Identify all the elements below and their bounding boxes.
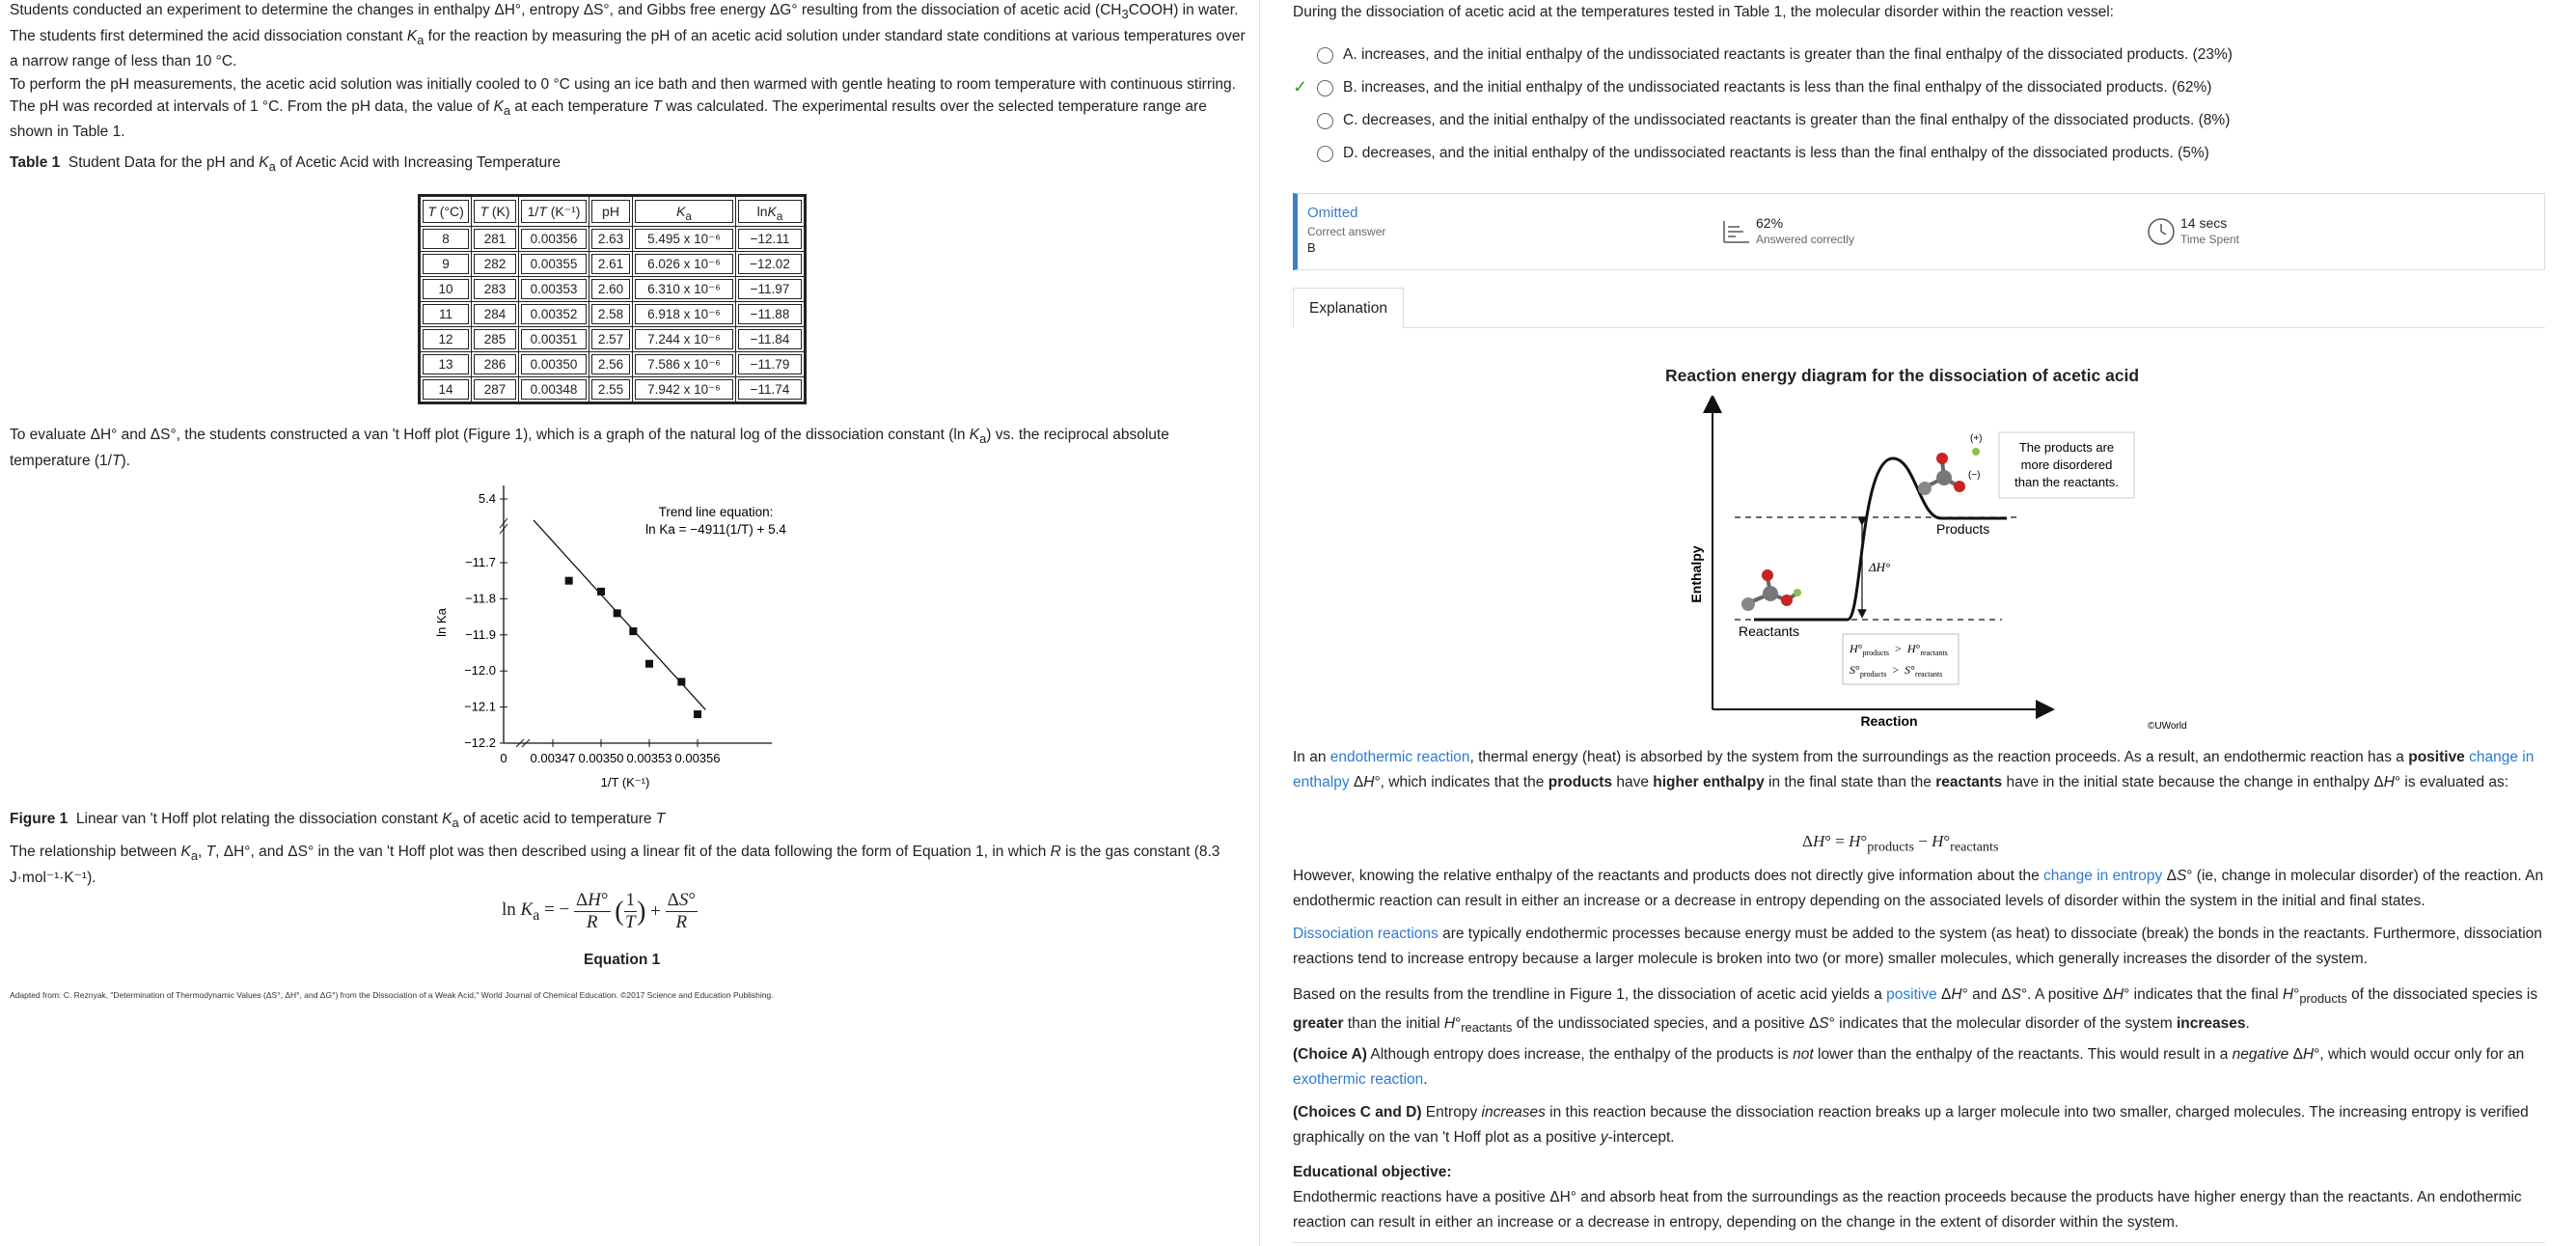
table-cell-value: −11.74 [738, 379, 802, 400]
table-cell-value: 284 [474, 304, 516, 324]
entropy-inequality: $S^\circ_{products} > S^\circ_{reactants}$ [1850, 663, 1943, 678]
table-row [421, 352, 805, 377]
y-axis-label: ln Ka [434, 608, 449, 637]
table-cell [736, 327, 805, 352]
educational-objective-text: Endothermic reactions have a positive ΔH° and absorb heat from the surroundings as the reaction proceeds because the products have higher energy than the reactants. An endothermic reaction can result in either an increase or a decrease in entropy, depending on the change in the extent of disorder within the system. [1293, 1189, 2522, 1231]
table-cell [633, 302, 736, 327]
vant-hoff-chart [425, 478, 830, 796]
table-cell-value: 12 [423, 329, 469, 349]
figure-caption-text: Linear van 't Hoff plot relating the dissociation constant $K_a$ of acetic acid to temperature T [75, 811, 666, 831]
table-cell [472, 352, 519, 377]
passage-pane [0, 0, 1259, 1246]
table-cell [633, 252, 736, 277]
x-tick-label: 0.00353 [626, 751, 672, 765]
table-cell [589, 277, 633, 302]
y-tick-label: 5.4 [478, 491, 496, 506]
answer-choice-c[interactable] [1317, 112, 2230, 129]
data-point [645, 660, 653, 668]
x-axis-label: 1/T (K⁻¹) [600, 775, 650, 789]
choice-text: D. decreases, and the initial enthalpy of the undissociated reactants is less than the final enthalpy of the dissociated products. (5%) [1343, 145, 2209, 161]
explanation-p5: (Choice A) Although entropy does increase, the enthalpy of the products is not lower than the enthalpy of the reactants. This would result in a negative ΔH°, which would occur only for an exothermic reaction. [1293, 1046, 2525, 1088]
acetate-ion-molecule [1918, 433, 1983, 495]
table-cell [589, 352, 633, 377]
clock-icon [2147, 217, 2176, 246]
reactants-label: Reactants [1739, 623, 1800, 639]
table-cell [736, 352, 805, 377]
table-cell [421, 277, 472, 302]
table-cell-value: 285 [474, 329, 516, 349]
table-cell [519, 327, 589, 352]
table-cell-value: 287 [474, 379, 516, 400]
table-caption [10, 152, 1249, 179]
data-point [597, 588, 605, 595]
table-cell-value: 0.00351 [521, 329, 587, 349]
enthalpy-axis-label: Enthalpy [1688, 545, 1704, 603]
table-header-cell [421, 197, 472, 227]
table-cell [589, 327, 633, 352]
radio-button[interactable] [1317, 80, 1333, 97]
table-cell-value: −11.79 [738, 354, 802, 374]
bar-chart-icon [1722, 219, 1751, 244]
adapted-citation: Adapted from: C. Reznyak, "Determination of Thermodynamic Values (ΔS°, ΔH°, and ΔG°) from the Dissociation of a Weak Acid," World Journal of Chemical Education. ©2017 Science and Education Publishing. [10, 990, 774, 1000]
table-cell-value: −12.02 [738, 254, 802, 274]
data-point [614, 609, 621, 617]
passage-procedure: To perform the pH measurements, the acetic acid solution was initially cooled to 0 °C using an ice bath and then warmed with gentle heating to room temperature with continuous stirring. The pH was recorded at intervals of 1 °C. From the pH data, the value of $K_a$ at each temperature T was calculated. The experimental results over the selected temperature range are shown in Table 1. [10, 76, 1236, 141]
trend-equation: ln Ka = −4911(1/T) + 5.4 [645, 522, 786, 537]
trend-title: Trend line equation: [658, 505, 774, 519]
table-cell-value: 2.61 [591, 254, 630, 274]
time-spent: 14 secs [2180, 215, 2228, 231]
passage-intro: Students conducted an experiment to determine the changes in enthalpy ΔH°, entropy ΔS°, and Gibbs free energy ΔG° resulting from the dissociation of acetic acid $(CH_3COOH)$ in water. The students first determined the acid dissociation constant $K_a$ for the reaction by measuring the pH of an acetic acid solution under standard state conditions at various temperatures over a narrow range of less than 10 °C. [10, 2, 1246, 70]
table-cell-value: 0.00353 [521, 279, 587, 299]
table-cell-value: 2.56 [591, 354, 630, 374]
table-cell-value: −11.97 [738, 279, 802, 299]
enthalpy-inequality: $H^\circ_{products} > H^\circ_{reactants}$ [1850, 642, 1948, 657]
correct-answer-value: B [1307, 240, 1316, 255]
table-row [421, 277, 805, 302]
table-header-label: T (K) [474, 200, 516, 223]
table-cell [519, 352, 589, 377]
products-label: Products [1936, 521, 1990, 537]
table-cell-value: 0.00355 [521, 254, 587, 274]
table-cell [633, 377, 736, 402]
table-cell-value: 0.00348 [521, 379, 587, 400]
data-point [677, 678, 685, 685]
table-cell [421, 252, 472, 277]
table-cell [421, 352, 472, 377]
table-cell [736, 227, 805, 252]
correct-answer-label: Correct answer [1307, 225, 1386, 238]
x-tick-label: 0 [500, 751, 507, 765]
table-cell [736, 277, 805, 302]
data-table [420, 196, 805, 402]
table-header-label: $K_a$ [635, 200, 733, 223]
passage-vant-hoff: To evaluate ΔH° and ΔS°, the students constructed a van 't Hoff plot (Figure 1), which is a graph of the natural log of the dissociation constant (ln $K_a$) vs. the reciprocal absolute temperature (1/T). [10, 427, 1169, 469]
delta-h-label: ΔH° [1869, 560, 1891, 574]
table-row [421, 302, 805, 327]
table-cell [589, 377, 633, 402]
diagram-credit: ©UWorld [2148, 721, 2187, 732]
table-cell [589, 252, 633, 277]
choice-text: B. increases, and the initial enthalpy of the undissociated reactants is less than the final enthalpy of the dissociated products. (62%) [1343, 79, 2212, 96]
question-pane [1293, 0, 2547, 1246]
table-cell-value: 0.00352 [521, 304, 587, 324]
table-cell-value: 2.58 [591, 304, 630, 324]
table-cell [421, 227, 472, 252]
time-spent-label: Time Spent [2180, 233, 2239, 246]
table-cell-value: 283 [474, 279, 516, 299]
table-cell [472, 277, 519, 302]
question-stem: During the dissociation of acetic acid at the temperatures tested in Table 1, the molecular disorder within the reaction vessel: [1293, 4, 2114, 20]
y-tick-label: −12.0 [464, 663, 496, 678]
delta-h-equation: $\Delta H^\circ = H^\circ_{products} - H^\circ_{reactants}$ [1802, 832, 1999, 855]
table-cell-value: 10 [423, 279, 469, 299]
stats-bar [1293, 193, 2545, 270]
correct-check-icon: ✓ [1293, 77, 1308, 97]
table-header-cell [589, 197, 633, 227]
answer-choice-a[interactable] [1317, 46, 2233, 64]
explanation-p6: (Choices C and D) Entropy increases in this reaction because the dissociation reaction breaks up a larger molecule into two smaller, charged molecules. The increasing entropy is verified graphically on the van 't Hoff plot as a positive y-intercept. [1293, 1104, 2529, 1146]
x-tick-label: 0.00356 [674, 751, 721, 765]
y-tick-label: −11.7 [465, 555, 496, 569]
table-cell [589, 302, 633, 327]
table-cell-value: 6.026 x 10⁻⁶ [635, 254, 733, 274]
table-cell-value: 9 [423, 254, 469, 274]
table-header-cell [633, 197, 736, 227]
table-header-label: 1/T (K⁻¹) [521, 200, 587, 223]
disorder-note-line-1: The products are [2018, 440, 2115, 455]
table-header-cell [519, 197, 589, 227]
table-cell-value: 282 [474, 254, 516, 274]
table-cell [421, 377, 472, 402]
table-cell [633, 327, 736, 352]
table-cell [519, 277, 589, 302]
explanation-p1: In an endothermic reaction, thermal energy (heat) is absorbed by the system from the surroundings as the reaction proceeds. As a result, an endothermic reaction has a positive change in enthalpy ΔH°, which indicates that the products have higher enthalpy in the final state than the reactants have in the initial state because the change in enthalpy ΔH° is evaluated as: [1293, 749, 2535, 790]
table-cell-value: 7.244 x 10⁻⁶ [635, 329, 733, 349]
explanation-p4: Based on the results from the trendline in Figure 1, the dissociation of acetic acid yields a positive ΔH° and ΔS°. A positive ΔH° indicates that the final $H^\circ_{products}$ of the dissociated species is greater than the initial $H^\circ_{reactants}$ of the undissociated species, and a positive ΔS° indicates that the molecular disorder of the system increases. [1293, 986, 2538, 1036]
table-cell-value: −11.84 [738, 329, 802, 349]
table-cell [472, 377, 519, 402]
table-header-label: pH [591, 200, 630, 223]
table-cell [421, 302, 472, 327]
table-header-cell [736, 197, 805, 227]
disorder-note-line-3: than the reactants. [2014, 475, 2119, 489]
y-tick-label: −12.2 [464, 735, 496, 750]
choice-text: C. decreases, and the initial enthalpy of the undissociated reactants is greater than the final enthalpy of the dissociated products. (8%) [1343, 112, 2231, 128]
table-cell [421, 327, 472, 352]
explanation-p3: Dissociation reactions are typically endothermic processes because energy must be added to the system (as heat) to dissociate (break) the bonds in the reactants. Furthermore, dissociation reactions tend to increase entropy because a larger molecule is broken into two (or more) smaller molecules, which generally increases the disorder of the system. [1293, 926, 2542, 967]
bottom-divider [1293, 1242, 2545, 1243]
table-cell-value: 0.00350 [521, 354, 587, 374]
table-cell-value: 281 [474, 229, 516, 249]
table-row [421, 327, 805, 352]
table-cell [519, 302, 589, 327]
radio-button[interactable] [1317, 146, 1333, 162]
answer-choice-d[interactable] [1317, 145, 2209, 162]
table-cell-value: 7.586 x 10⁻⁶ [635, 354, 733, 374]
plus-charge: (+) [1970, 433, 1983, 444]
table-header-cell [472, 197, 519, 227]
y-tick-label: −12.1 [464, 699, 496, 714]
table-row [421, 252, 805, 277]
y-tick-label: −11.8 [465, 591, 496, 606]
choice-text: A. increases, and the initial enthalpy of the undissociated reactants is greater than the final enthalpy of the dissociated products. (23%) [1343, 46, 2233, 63]
x-tick-label: 0.00347 [530, 751, 576, 765]
table-cell [472, 302, 519, 327]
table-cell [736, 302, 805, 327]
table-cell [633, 277, 736, 302]
radio-button[interactable] [1317, 113, 1333, 129]
radio-button[interactable] [1317, 47, 1333, 64]
status-label: Omitted [1307, 205, 1358, 221]
table-cell [736, 377, 805, 402]
passage-relationship: The relationship between $K_a$, T, ΔH°, and ΔS° in the van 't Hoff plot was then described using a linear fit of the data following the form of Equation 1, in which R is the gas constant (8.3 J·mol⁻¹·K⁻¹). [10, 844, 1220, 886]
equation-1: $\ln K_a$ = − $\frac{\Delta H^\circ}{R}$ ( $\frac{1}{T}$ ) + $\frac{\Delta S^\circ}{R}$ [502, 890, 696, 932]
table-cell-value: 6.918 x 10⁻⁶ [635, 304, 733, 324]
table-cell-value: 0.00356 [521, 229, 587, 249]
figure-label: Figure 1 [10, 811, 69, 827]
educational-objective-header: Educational objective: [1293, 1164, 1452, 1180]
x-tick-label: 0.00350 [578, 751, 624, 765]
percent-correct-label: Answered correctly [1756, 233, 1855, 246]
table-cell [633, 352, 736, 377]
table-cell [633, 227, 736, 252]
minus-charge: (−) [1968, 470, 1981, 481]
table-cell-value: −11.88 [738, 304, 802, 324]
table-cell [519, 252, 589, 277]
table-cell-value: 8 [423, 229, 469, 249]
table-cell [472, 327, 519, 352]
table-cell-value: 7.942 x 10⁻⁶ [635, 379, 733, 400]
table-title: Student Data for the pH and $K_a$ of Acetic Acid with Increasing Temperature [68, 154, 561, 175]
acetic-acid-molecule [1741, 569, 1801, 611]
pane-divider[interactable] [1259, 0, 1260, 1246]
table-cell-value: 14 [423, 379, 469, 400]
diagram-title: Reaction energy diagram for the dissociation of acetic acid [1665, 366, 2140, 385]
table-cell [519, 377, 589, 402]
table-cell-value: −12.11 [738, 229, 802, 249]
table-cell-value: 5.495 x 10⁻⁶ [635, 229, 733, 249]
figure-caption [10, 811, 665, 830]
table-cell [736, 252, 805, 277]
table-cell [472, 252, 519, 277]
disorder-note-line-2: more disordered [2020, 457, 2113, 472]
y-tick-label: −11.9 [465, 626, 496, 642]
table-label: Table 1 [10, 154, 61, 171]
table-cell-value: 286 [474, 354, 516, 374]
explanation-p2: However, knowing the relative enthalpy of the reactants and products does not directly give information about the change in entropy ΔS° (ie, change in molecular disorder) of the reaction. An endothermic reaction can result in either an increase or a decrease in entropy depending on the associated levels of disorder within the system in the initial and final states. [1293, 868, 2544, 909]
tab-underline [1404, 327, 2545, 328]
table-cell [519, 227, 589, 252]
equation-label: Equation 1 [584, 952, 661, 968]
table-row [421, 377, 805, 402]
table-header-label: lnK$_a$ [738, 200, 802, 223]
percent-correct: 62% [1756, 215, 1784, 231]
table-cell-value: 2.57 [591, 329, 630, 349]
table-cell-value: 13 [423, 354, 469, 374]
energy-diagram [1679, 396, 2219, 734]
data-point [565, 577, 573, 585]
table-header-label: T (°C) [423, 200, 469, 223]
table-cell-value: 11 [423, 304, 469, 324]
answer-choice-b[interactable] [1317, 79, 2211, 97]
table-cell-value: 2.63 [591, 229, 630, 249]
table-cell-value: 2.60 [591, 279, 630, 299]
reaction-axis-label: Reaction [1860, 713, 1918, 729]
tab-explanation[interactable]: Explanation [1293, 288, 1404, 328]
table-cell [589, 227, 633, 252]
data-point [694, 710, 701, 718]
table-cell-value: 6.310 x 10⁻⁶ [635, 279, 733, 299]
table-cell-value: 2.55 [591, 379, 630, 400]
table-row [421, 227, 805, 252]
table-cell [472, 227, 519, 252]
data-point [629, 627, 637, 635]
